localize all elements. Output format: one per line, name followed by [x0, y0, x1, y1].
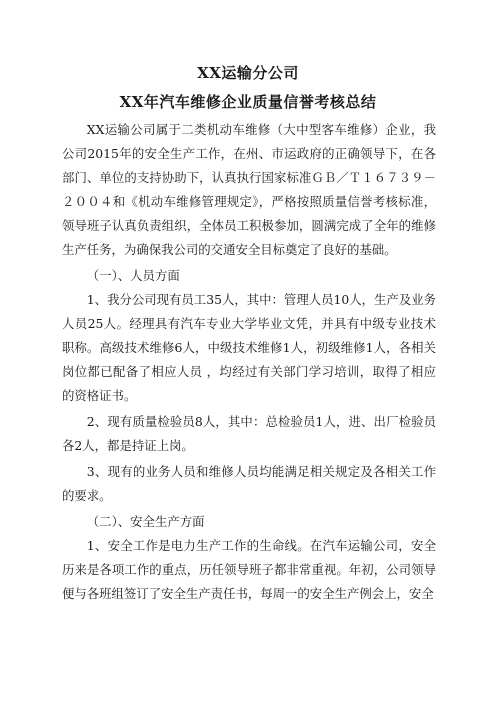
personnel-paragraph-3: 3、现有的业务人员和维修人员均能满足相关规定及各相关工作的要求。	[62, 464, 436, 503]
personnel-paragraph-2: 2、现有质量检验员8人，其中：总检验员1人，进、出厂检验员各2人，都是持证上岗。	[62, 414, 436, 453]
personnel-paragraph-1: 1、我分公司现有员工35人，其中：管理人员10人，生产及业务人员25人。经理具有汽车专业大学毕业文凭，并具有中级专业技术职称。高级技术维修6人，中级技术维修1人，初级维修1人，各相关岗位都已配备了相应人员 ，均经过有关部门学习培训，取得了相应的资格证书。	[62, 292, 436, 403]
intro-paragraph: XX运输公司属于二类机动车维修（大中型客车维修）企业，我公司2015年的安全生产工作，在州、市运政府的正确领导下，在各部门、单位的支持协助下，认真执行国家标准ＧＢ／Ｔ１６７３９－２００４和《机动车维修管理规定》，严格按照质量信誉考核标准，领导班子认真负责组织，全体员工积极参加，圆满完成了全年的维修生产任务，为确保我公司的交通安全目标奠定了良好的基础。	[62, 122, 436, 257]
section-heading-safety: （二）、安全生产方面	[86, 514, 205, 529]
section-heading-personnel: （一）、人员方面	[86, 268, 180, 283]
safety-paragraph-1: 1、安全工作是电力生产工作的生命线。在汽车运输公司，安全历来是各项工作的重点，历任领导班子都非常重视。年初，公司领导便与各班组签订了安全生产责任书，每周一的安全生产例会上，安全	[62, 538, 436, 601]
company-heading: XX运输分公司	[197, 64, 299, 82]
document-title: XX年汽车维修企业质量信誉考核总结	[119, 93, 377, 111]
document-body	[62, 118, 436, 606]
